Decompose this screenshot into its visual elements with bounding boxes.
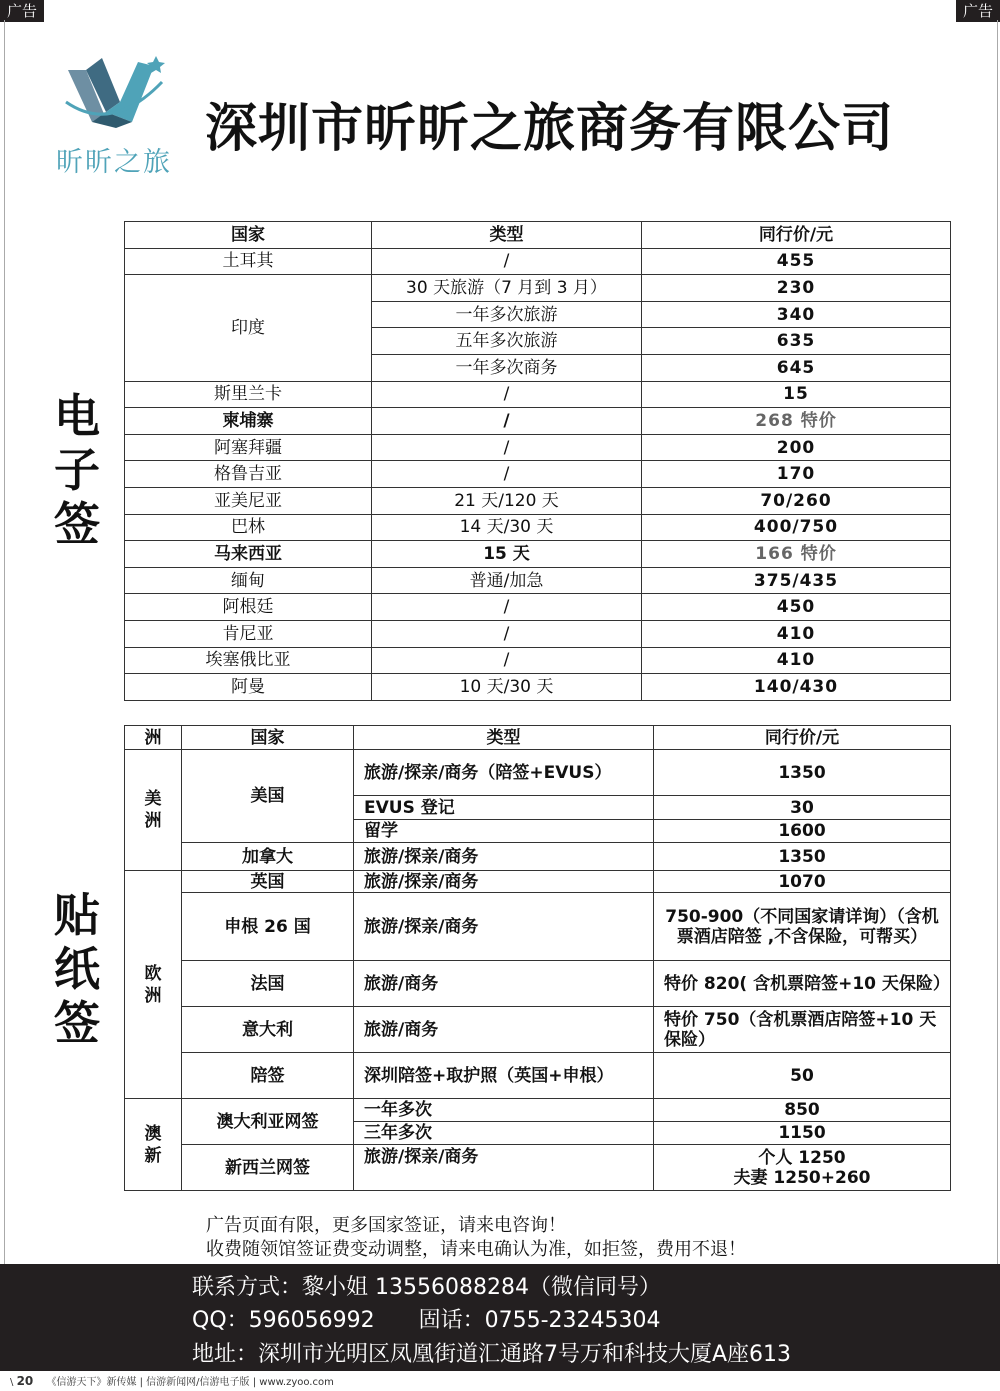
e-visa-label-char: 子 [54,443,100,497]
page-number: 20 [16,1374,34,1388]
continent-cell: 澳新 [125,1099,182,1191]
header-type: 类型 [354,726,654,750]
price-cell: 635 [642,328,951,355]
type-cell: / [372,461,642,488]
table-row [125,1053,951,1099]
price-cell: 645 [642,354,951,381]
price-cell: 850 [654,1099,951,1122]
price-cell: 200 [642,434,951,461]
nz-price-single: 个人 1250 [758,1147,846,1168]
table-row [125,1007,951,1053]
header-country: 国家 [182,726,354,750]
type-cell: / [372,647,642,674]
table-row [125,567,951,594]
type-cell: / [372,248,642,275]
table-row [125,1099,951,1122]
type-cell: 留学 [354,820,654,843]
type-cell: 10 天/30 天 [372,674,642,701]
continent-cell: 美洲 [125,750,182,871]
price-cell: 1070 [654,871,951,893]
note-line: 广告页面有限，更多国家签证，请来电咨询！ [206,1215,566,1236]
type-cell: 一年多次商务 [372,354,642,381]
table-row [125,381,951,408]
header-price: 同行价/元 [642,222,951,249]
type-cell: / [372,408,642,435]
table-row [125,1145,951,1191]
country-cell: 缅甸 [125,567,372,594]
table-row [125,647,951,674]
country-cell: 英国 [182,871,354,893]
header-price: 同行价/元 [654,726,951,750]
country-cell: 斯里兰卡 [125,381,372,408]
table-row [125,514,951,541]
e-visa-label-char: 签 [54,497,100,551]
ad-tag-left: 广告 [0,0,44,22]
table-row [125,434,951,461]
type-cell: 旅游/探亲/商务 [354,843,654,871]
header-type: 类型 [372,222,642,249]
logo-text: 昕昕之旅 [56,147,172,178]
table-row [125,674,951,701]
nz-price-couple: 夫妻 1250+260 [733,1167,871,1188]
country-cell: 土耳其 [125,248,372,275]
table-row [125,541,951,568]
price-cell: 166 特价 [642,541,951,568]
price-cell: 400/750 [642,514,951,541]
price-cell: 268 特价 [642,408,951,435]
table-header-row [125,726,951,750]
price-cell: 140/430 [642,674,951,701]
price-cell: 15 [642,381,951,408]
contact-line-phone: 联系方式：黎小姐 13556088284（微信同号） [192,1275,661,1300]
price-cell: 230 [642,275,951,302]
country-cell: 阿根廷 [125,594,372,621]
contact-footer [0,1264,1000,1371]
table-row [125,275,951,302]
country-cell: 意大利 [182,1007,354,1053]
sticker-visa-label-char: 纸 [54,942,100,996]
type-cell: 旅游/商务 [354,961,654,1007]
price-cell: 特价 820( 含机票陪签+10 天保险） [654,961,951,1007]
price-cell: 1350 [654,750,951,796]
type-cell: 旅游/探亲/商务 [354,871,654,893]
table-row [125,461,951,488]
country-cell: 加拿大 [182,843,354,871]
price-cell [654,1145,951,1191]
note-line: 收费随领馆签证费变动调整，请来电确认为准，如拒签，费用不退！ [206,1239,746,1260]
price-cell: 1350 [654,843,951,871]
price-cell: 750-900（不同国家请详询）（含机票酒店陪签 ,不含保险，可帮买） [654,893,951,961]
type-cell: 三年多次 [354,1122,654,1145]
type-cell: 一年多次 [354,1099,654,1122]
price-cell: 450 [642,594,951,621]
table-row [125,893,951,961]
type-cell: 旅游/探亲/商务 [354,1145,654,1191]
wave-v-logo-icon [62,52,170,132]
table-row [125,487,951,514]
country-cell: 法国 [182,961,354,1007]
header-continent: 洲 [125,726,182,750]
type-cell: 五年多次旅游 [372,328,642,355]
type-cell: / [372,434,642,461]
price-cell: 410 [642,647,951,674]
type-cell: 15 天 [372,541,642,568]
country-cell: 肯尼亚 [125,620,372,647]
price-cell: 特价 750（含机票酒店陪签+10 天保险） [654,1007,951,1053]
country-cell: 印度 [125,275,372,381]
e-visa-label [46,389,108,551]
ad-tag-right: 广告 [956,0,1000,22]
contact-line-address: 地址：深圳市光明区凤凰街道汇通路7号万和科技大厦A座613 [192,1342,792,1367]
price-cell: 1600 [654,820,951,843]
country-cell: 亚美尼亚 [125,487,372,514]
e-visa-label-char: 电 [54,389,100,443]
type-cell: 一年多次旅游 [372,301,642,328]
type-cell: 旅游/探亲/商务（陪签+EVUS） [354,750,654,796]
price-cell: 70/260 [642,487,951,514]
table-row [125,620,951,647]
price-cell: 410 [642,620,951,647]
page-number-prefix: \ [10,1377,14,1388]
country-cell: 柬埔寨 [125,408,372,435]
table-row [125,594,951,621]
continent-cell: 欧洲 [125,871,182,1099]
table-row [125,961,951,1007]
price-cell: 170 [642,461,951,488]
country-cell: 陪签 [182,1053,354,1099]
page-footer-text: 《信游天下》新传媒 | 信游新闻网/信游电子版 | www.zyoo.com [46,1377,334,1388]
type-cell: 14 天/30 天 [372,514,642,541]
country-cell: 埃塞俄比亚 [125,647,372,674]
sticker-visa-label-char: 贴 [54,888,100,942]
header-country: 国家 [125,222,372,249]
price-cell: 340 [642,301,951,328]
company-logo [56,52,176,179]
type-cell: 旅游/商务 [354,1007,654,1053]
country-cell: 阿塞拜疆 [125,434,372,461]
sticker-visa-label [46,888,108,1050]
sticker-visa-label-char: 签 [54,996,100,1050]
type-cell: 深圳陪签+取护照（英国+申根） [354,1053,654,1099]
country-cell: 格鲁吉亚 [125,461,372,488]
e-visa-table [124,221,951,701]
table-row [125,750,951,796]
company-name: 深圳市昕昕之旅商务有限公司 [205,99,895,159]
table-row [125,843,951,871]
type-cell: / [372,594,642,621]
sticker-visa-table [124,725,951,1191]
type-cell: 30 天旅游（7 月到 3 月） [372,275,642,302]
price-cell: 375/435 [642,567,951,594]
price-cell: 455 [642,248,951,275]
type-cell: 21 天/120 天 [372,487,642,514]
type-cell: / [372,381,642,408]
type-cell: 旅游/探亲/商务 [354,893,654,961]
country-cell: 申根 26 国 [182,893,354,961]
country-cell: 美国 [182,750,354,843]
contact-line-qq: QQ：596056992 固话：0755-23245304 [192,1308,661,1333]
price-cell: 30 [654,796,951,820]
table-row [125,871,951,893]
type-cell: EVUS 登记 [354,796,654,820]
type-cell: / [372,620,642,647]
table-row [125,248,951,275]
country-cell: 马来西亚 [125,541,372,568]
page-footer [0,1373,1000,1391]
country-cell: 澳大利亚网签 [182,1099,354,1145]
country-cell: 阿曼 [125,674,372,701]
country-cell: 新西兰网签 [182,1145,354,1191]
table-header-row [125,222,951,249]
type-cell: 普通/加急 [372,567,642,594]
country-cell: 巴林 [125,514,372,541]
table-row [125,408,951,435]
price-cell: 50 [654,1053,951,1099]
price-cell: 1150 [654,1122,951,1145]
